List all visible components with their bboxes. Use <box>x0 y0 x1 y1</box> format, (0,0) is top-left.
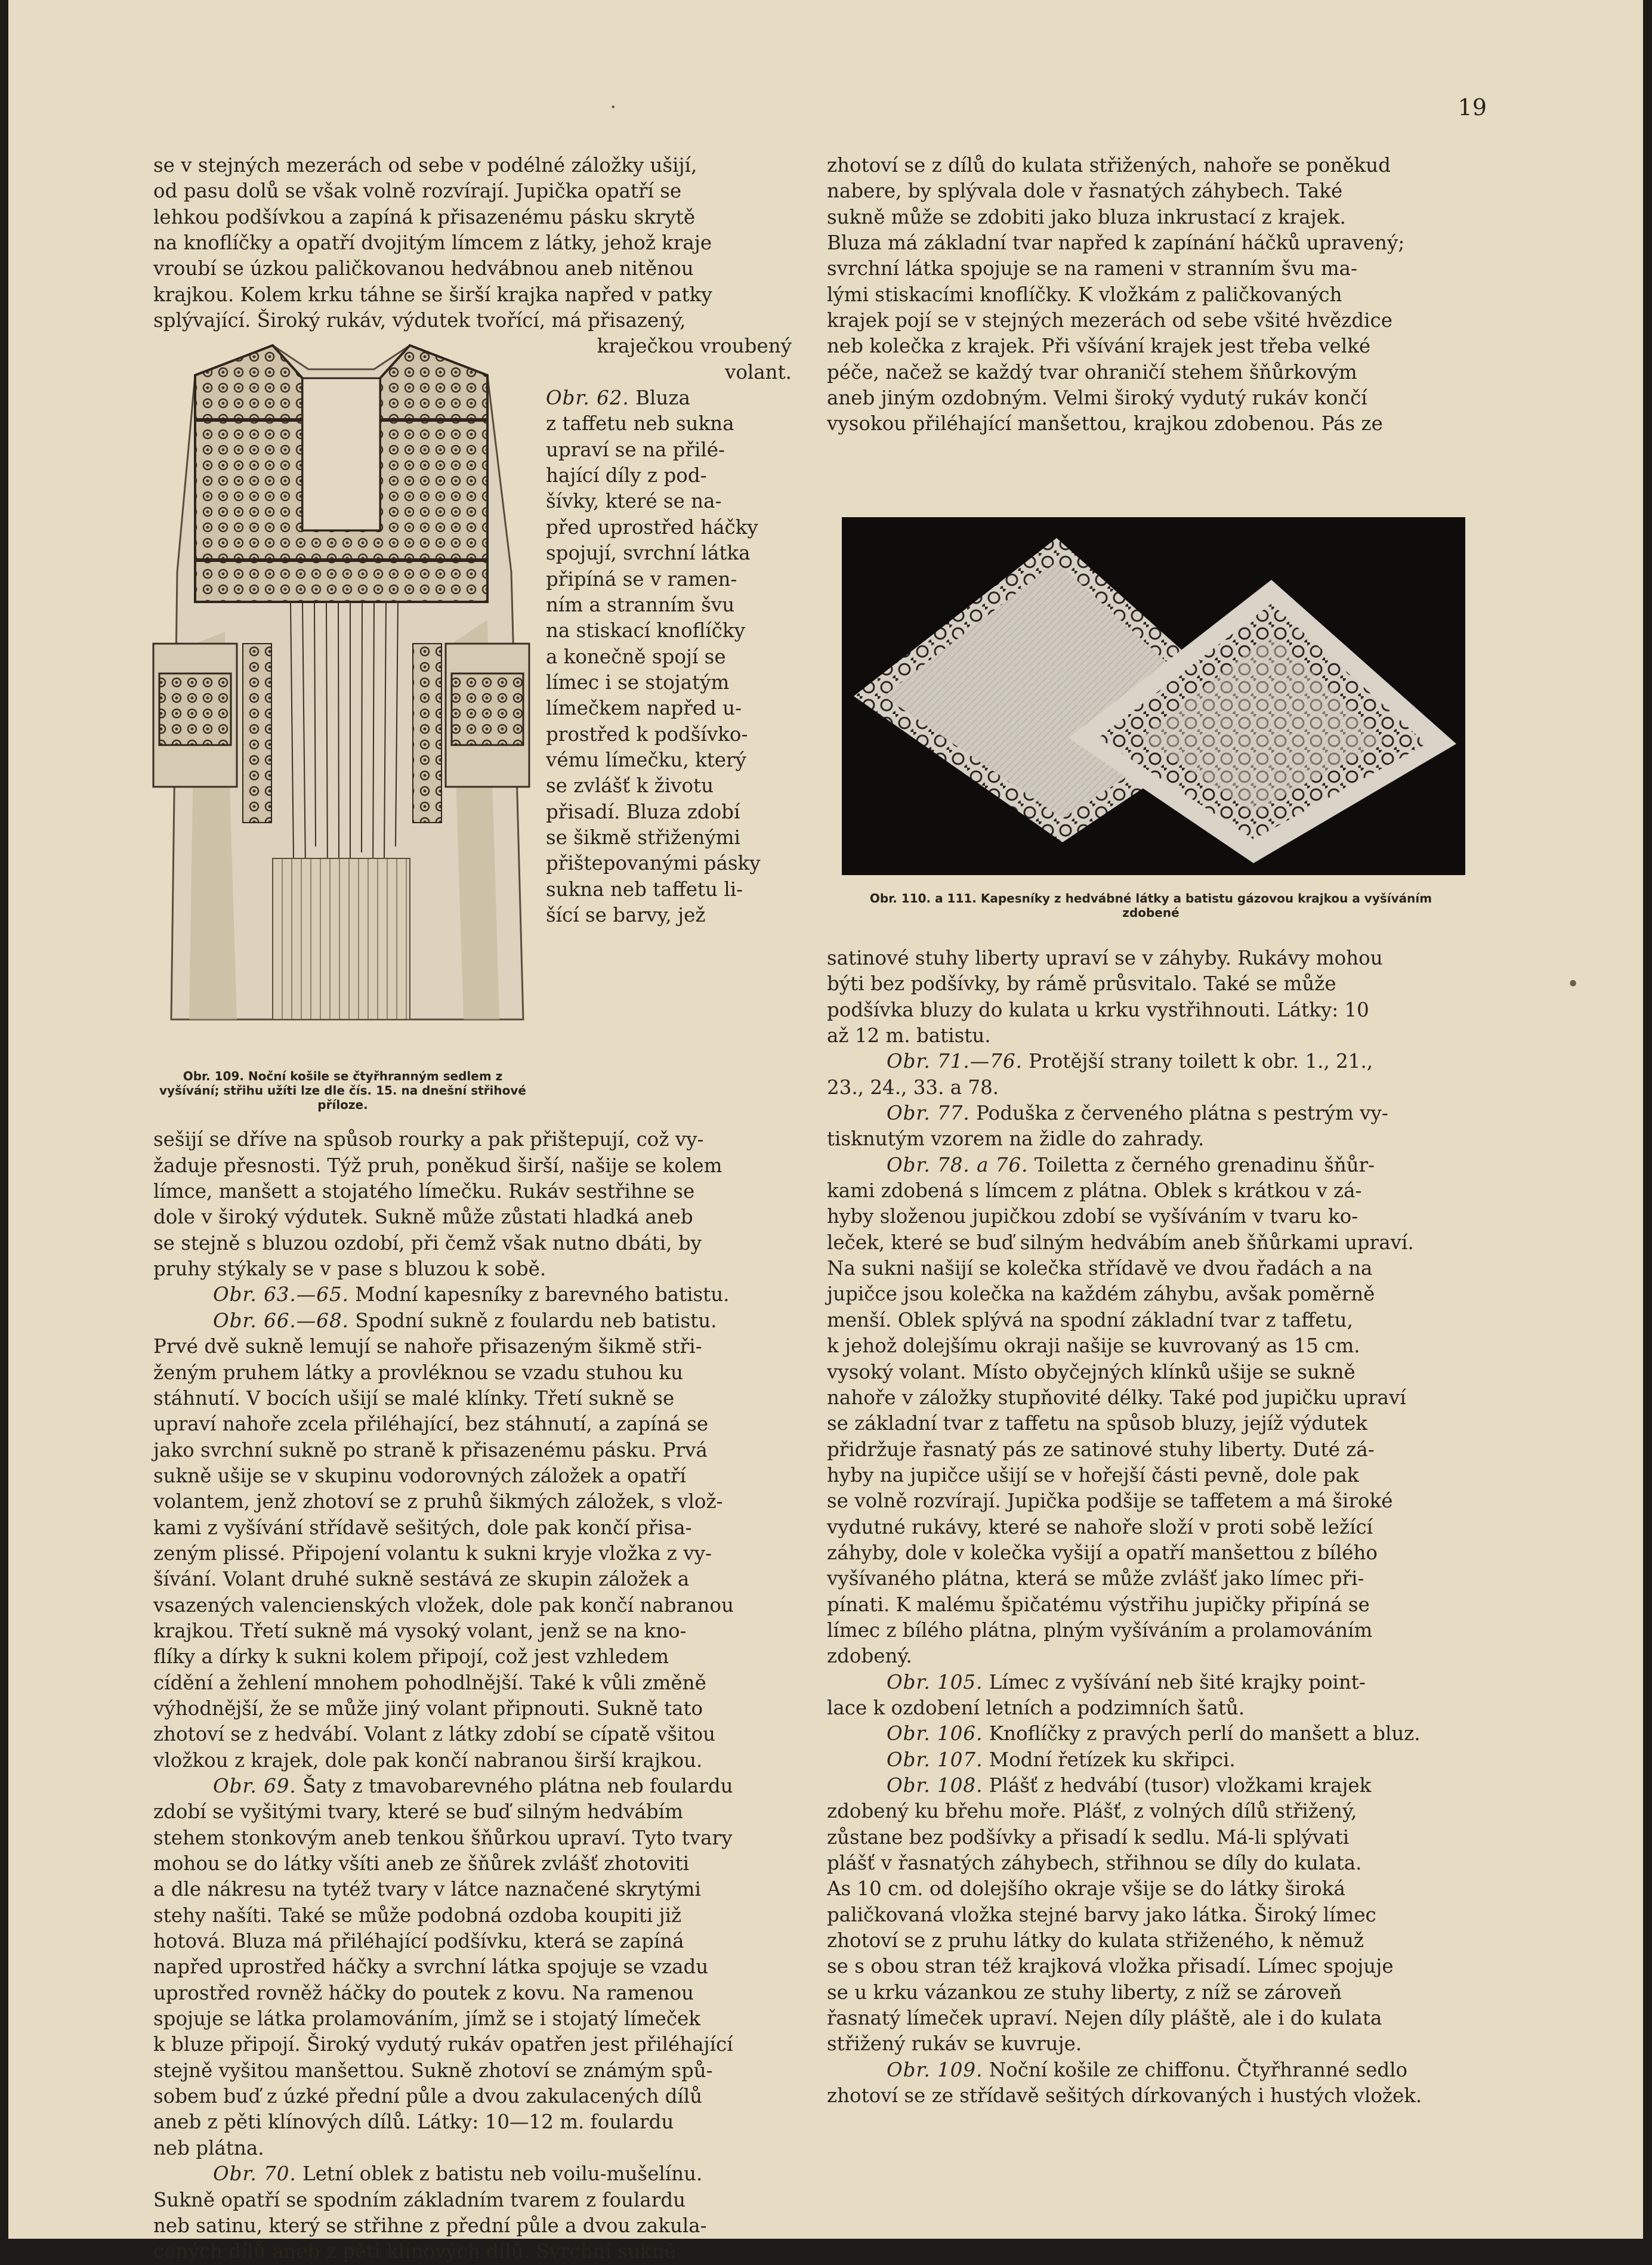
figure-reference: Obr. 69. <box>213 1775 297 1797</box>
text-line: Noční košile ze chiffonu. Čtyřhranné sedlo <box>989 2058 1408 2081</box>
figure-reference: Obr. 105. <box>887 1670 983 1694</box>
paragraph-obr-106: Obr. 106. Knoflíčky z pravých perlí do manšett a bluz. <box>887 1722 1421 1745</box>
text-line: spojují, svrchní látka <box>546 542 751 565</box>
text-line: vydutné rukávy, které se nahoře složí v proti sobě ležící <box>827 1515 1373 1538</box>
text-line: kraječkou vroubený <box>597 335 792 358</box>
text-line: k jehož dolejšímu okraji našije se kuvrovaný as 15 cm. <box>827 1334 1360 1358</box>
text-line: vému límečku, který <box>546 748 746 771</box>
text-line: tisknutým vzorem na židle do zahrady. <box>827 1127 1205 1151</box>
paragraph-obr-108 <box>827 1773 1465 2057</box>
text-line: šívání. Volant druhé sukně sestává ze skupin záložek a <box>153 1568 690 1591</box>
figure-110-111-caption: Obr. 110. a 111. Kapesníky z hedvábné látky a batistu gázovou krajkou a vyšíváním zdobené <box>869 891 1432 920</box>
text-line: se u krku vázankou ze stuhy liberty, z níž se zároveň <box>827 1980 1342 2004</box>
paragraph-obr-63: Obr. 63.—65. Modní kapesníky z barevného batistu. <box>213 1283 730 1306</box>
figure-reference: Obr. 70. <box>213 2162 297 2186</box>
figure-110-111 <box>842 517 1465 875</box>
text-line: jupičce jsou kolečka na každém záhybu, avšak poměrně <box>827 1283 1375 1306</box>
figure-109-caption: Obr. 109. Noční košile se čtyřhranným sedlem z vyšívání; střihu užíti lze dle čís. 15. na dnešní střihové příloze. <box>159 1069 526 1113</box>
text-line: satinové stuhy liberty upraví se v záhyby. Rukávy mohou <box>827 947 1383 969</box>
figure-reference: Obr. 71.—76. <box>887 1050 1023 1073</box>
text-line: límec z bílého plátna, plným vyšíváním a prolamováním <box>827 1618 1373 1642</box>
print-speck: · <box>610 95 617 120</box>
text-line: kami zdobená s límcem z plátna. Oblek s krátkou v zá- <box>827 1179 1362 1203</box>
text-line: ženým pruhem látky a provléknou se vzadu stuhou ku <box>153 1361 683 1384</box>
text-line: Spodní sukně z foulardu neb batistu. <box>355 1309 717 1332</box>
text-line: zhotoví se z pruhu látky do kulata střiženého, k němuž <box>827 1929 1364 1952</box>
text-line: a konečně spojí se <box>546 645 726 668</box>
text-line: Protější strany toilett k obr. 1., 21., <box>1029 1050 1373 1073</box>
text-line: 23., 24., 33. a 78. <box>827 1076 999 1099</box>
right-column <box>827 153 1465 437</box>
text-line: spojuje se látka prolamováním, jímž se i stojatý límeček <box>153 2007 700 2031</box>
text-line: přidržuje řasnatý pás ze satinové stuhy liberty. Duté zá- <box>827 1438 1375 1461</box>
text-line: žaduje přesnosti. Týž pruh, poněkud širší, našije se kolem <box>153 1154 722 1177</box>
text-line: mohou se do látky všíti aneb ze šňůrek zvlášť zhotoviti <box>153 1852 690 1875</box>
print-speck: • <box>1567 972 1580 997</box>
text-line: zdobí se vyšitými tvary, které se buď silným hedvábím <box>153 1800 683 1824</box>
text-line: hyby složenou jupičkou zdobí se vyšíváním v tvaru ko- <box>827 1205 1358 1228</box>
text-line: Bluza <box>635 387 690 410</box>
text-line: lehkou podšívkou a zapíná k přisazenému pásku skrytě <box>153 205 696 228</box>
text-line: hyby na jupičce ušijí se v hořejší části pevně, dole pak <box>827 1463 1359 1487</box>
text-line: Sukně opatří se spodním základním tvarem z foulardu <box>153 2188 686 2211</box>
page-number: 19 <box>1458 94 1487 120</box>
text-line: cídění a žehlení mnohem pohodlnější. Také k vůli změně <box>153 1671 706 1694</box>
text-line: na stiskací knoflíčky <box>546 619 745 642</box>
text-line: Bluza má základní tvar napřed k zapínání háčků upravený; <box>827 231 1405 255</box>
text-line: stejně vyšitou manšettou. Sukně zhotoví se známým spů- <box>153 2059 713 2082</box>
text-line: se v stejných mezerách od sebe v podélné záložky ušijí, <box>153 154 697 177</box>
text-line: jako svrchní sukně po straně k přisazenému pásku. Prvá <box>153 1438 708 1461</box>
text-line: zhotoví se ze střídavě sešitých dírkovaných i hustých vložek. <box>827 2084 1422 2108</box>
text-line: zeným plissé. Připojení volantu k sukni kryje vložka z vy- <box>153 1541 712 1565</box>
text-line: před uprostřed háčky <box>546 515 758 539</box>
text-line: býti bez podšívky, by rámě průsvitalo. Také se může <box>827 972 1336 996</box>
text-line: volantem, jenž zhotoví se z pruhů šikmých záložek, s vlož- <box>153 1490 723 1513</box>
paragraph-obr-69 <box>153 1773 792 2161</box>
figure-reference: Obr. 109. <box>887 2058 983 2081</box>
text-line: kami z vyšívání střídavě sešitých, dole pak končí přisa- <box>153 1516 692 1539</box>
text-line: uprostřed rovněž háčky do poutek z kovu. Na ramenou <box>153 1981 694 2004</box>
text-line: cených dílů aneb z pěti klínových dílů. Svrchní sukně <box>153 2240 676 2263</box>
right-column-lower <box>827 945 1465 2109</box>
text-line: vložkou z krajek, dole pak končí nabranou širší krajkou. <box>153 1748 703 1772</box>
text-line: Límec z vyšívání neb šité krajky point- <box>989 1670 1366 1694</box>
text-line: střižený rukáv se kuvruje. <box>827 2032 1082 2056</box>
text-line: volant. <box>724 360 792 384</box>
paragraph-obr-71 <box>827 1049 1465 1101</box>
text-line: zhotoví se z dílů do kulata střižených, nahoře se poněkud <box>827 154 1391 177</box>
text-line: límečkem napřed u- <box>546 697 742 720</box>
text-line: upraví se na přilé- <box>546 438 725 461</box>
text-line: aneb z pěti klínových dílů. Látky: 10—12 m. foulardu <box>153 2111 674 2134</box>
nightgown-illustration <box>153 333 529 1055</box>
text-line: krajek pojí se v stejných mezerách od sebe všité hvězdice <box>827 309 1392 332</box>
paragraph-obr-107: Obr. 107. Modní řetízek ku skřipci. <box>887 1748 1236 1771</box>
paragraph-obr-70 <box>153 2161 792 2264</box>
paragraph-obr-78 <box>827 1152 1465 1670</box>
text-line: se zvlášť k životu <box>546 774 714 798</box>
paragraph-satin <box>827 945 1465 1049</box>
text-line: límec i se stojatým <box>546 670 730 694</box>
text-line: na knoflíčky a opatří dvojitým límcem z látky, jehož kraje <box>153 231 712 255</box>
text-line: flíky a dírky k sukni kolem připojí, což jest vzhledem <box>153 1645 669 1668</box>
paragraph-continued-right <box>827 153 1465 437</box>
text-line: přisadí. Bluza zdobí <box>546 800 740 823</box>
figure-109 <box>153 333 535 1127</box>
document-page <box>8 0 1643 2263</box>
text-line: splývající. Široký rukáv, výdutek tvořící, má přisazený, <box>153 309 686 332</box>
text-line: límce, manšett a stojatého límečku. Rukáv sestřihne se <box>153 1180 695 1203</box>
text-line: připíná se v ramen- <box>546 567 737 591</box>
figure-reference: Obr. 78. a 76. <box>887 1153 1029 1176</box>
handkerchiefs-photo <box>842 517 1465 875</box>
text-line: vysoký volant. Místo obyčejných klínků ušije se sukně <box>827 1360 1355 1383</box>
text-line: šívky, které se na- <box>546 490 722 513</box>
text-line: zhotoví se z hedvábí. Volant z látky zdobí se cípatě všitou <box>153 1723 716 1746</box>
text-line: svrchní látka spojuje se na rameni v stranním švu ma- <box>827 257 1358 280</box>
text-line: se s obou stran též krajková vložka přisadí. Límec spojuje <box>827 1955 1394 1978</box>
paragraph-obr-105 <box>827 1670 1465 1722</box>
text-line: Šaty z tmavobarevného plátna neb foulardu <box>302 1775 733 1797</box>
text-line: z taffetu neb sukna <box>546 412 734 435</box>
text-line: se volně rozvírají. Jupička podšije se taffetem a má široké <box>827 1490 1393 1513</box>
text-line: Prvé dvě sukně lemují se nahoře přisazeným šikmě stři- <box>153 1335 702 1358</box>
text-line: Plášť z hedvábí (tusor) vložkami krajek <box>989 1774 1372 1797</box>
text-line: neb satinu, který se střihne z přední půle a dvou zakula- <box>153 2214 707 2237</box>
text-line: krajkou. Třetí sukně má vysoký volant, jenž se na kno- <box>153 1619 687 1642</box>
left-column <box>153 153 792 2265</box>
text-line: k bluze připojí. Široký vydutý rukáv opatřen jest přiléhající <box>153 2033 733 2056</box>
figure-reference: Obr. 62. <box>546 387 629 410</box>
text-line: napřed uprostřed háčky a svrchní látka spojuje se vzadu <box>153 1955 709 1979</box>
text-line: neb kolečka z krajek. Při všívání krajek jest třeba velké <box>827 335 1371 358</box>
text-line: Poduška z červeného plátna s pestrým vy- <box>976 1102 1388 1125</box>
text-line: stehem stonkovým aneb tenkou šňůrkou upraví. Tyto tvary <box>153 1826 733 1849</box>
text-line: výhodnější, že se může jiný volant připnouti. Sukně tato <box>153 1697 703 1720</box>
text-line: zdobený. <box>827 1645 912 1668</box>
text-line: vysokou přiléhající manšettou, krajkou zdobenou. Pás ze <box>827 412 1383 435</box>
text-line: leček, které se buď silným hedvábím aneb šňůrkami upraví. <box>827 1231 1414 1254</box>
text-line: sukně ušije se v skupinu vodorovných záložek a opatří <box>153 1464 686 1487</box>
text-line: vroubí se úzkou paličkovanou hedvábnou aneb nitěnou <box>153 257 694 280</box>
text-line: paličkovaná vložka stejné barvy jako látka. Široký límec <box>827 1903 1376 1926</box>
text-line: sukna neb taffetu li- <box>546 877 743 901</box>
text-line: lace k ozdobení letních a podzimních šatů. <box>827 1696 1245 1719</box>
text-line: prostřed k podšívko- <box>546 722 748 746</box>
paragraph-obr-77 <box>827 1101 1465 1152</box>
paragraph-intro <box>153 153 792 333</box>
text-line: zůstane bez podšívky a přisadí k sedlu. Má-li splývati <box>827 1825 1350 1849</box>
text-line: lými stiskacími knoflíčky. K vložkám z paličkovaných <box>827 283 1342 306</box>
text-line: od pasu dolů se však volně rozvírají. Jupička opatří se <box>153 180 682 203</box>
text-line: vsazených valencienských vložek, dole pak končí nabranou <box>153 1593 734 1617</box>
figure-reference: Obr. 77. <box>887 1102 970 1125</box>
text-line: neb plátna. <box>153 2136 264 2159</box>
text-line: dole v široký výdutek. Sukně může zůstati hladká aneb <box>153 1206 693 1229</box>
text-line: záhyby, dole v kolečka vyšijí a opatří manšettou z bílého <box>827 1541 1378 1564</box>
text-line: nahoře v záložky stupňovité délky. Také pod jupičku upraví <box>827 1386 1406 1409</box>
text-line: péče, načež se každý tvar ohraničí stehem šňůrkovým <box>827 360 1357 384</box>
text-line: pruhy stýkaly se v pase s bluzou k sobě. <box>153 1257 546 1281</box>
text-line: se základní tvar z taffetu na spůsob bluzy, jejíž výdutek <box>827 1412 1367 1435</box>
text-line: upraví nahoře zcela přiléhající, bez stáhnutí, a zapíná se <box>153 1413 709 1436</box>
text-line: As 10 cm. od dolejšího okraje všije se do látky široká <box>827 1877 1345 1901</box>
text-line: až 12 m. batistu. <box>827 1024 991 1047</box>
text-line: přištepovanými pásky <box>546 852 761 875</box>
text-line: aneb jiným ozdobným. Velmi široký vydutý rukáv končí <box>827 387 1367 410</box>
text-line: sobem buď z úzké přední půle a dvou zakulacených dílů <box>153 2085 703 2108</box>
text-line: plášť v řasnatých záhybech, střihnou se díly do kulata. <box>827 1852 1362 1875</box>
paragraph-obr-66 <box>153 1308 792 1773</box>
text-line: nabere, by splývala dole v řasnatých záhybech. Také <box>827 180 1343 203</box>
text-line: a dle nákresu na tytéž tvary v látce naznačené skrytými <box>153 1878 701 1901</box>
text-line: hající díly z pod- <box>546 464 707 487</box>
text-line: Letní oblek z batistu neb voilu-mušelínu. <box>302 2162 703 2186</box>
text-line: se stejně s bluzou ozdobí, při čemž však nutno dbáti, by <box>153 1231 702 1254</box>
text-line: pínati. K malému špičatému výstřihu jupičky připíná se <box>827 1593 1370 1616</box>
text-line: menší. Oblek splývá na spodní základní tvar z taffetu, <box>827 1308 1353 1331</box>
text-line: podšívka bluzy do kulata u krku vystřihnouti. Látky: 10 <box>827 998 1369 1021</box>
text-line: řasnatý límeček upraví. Nejen díly pláště, ale i do kulata <box>827 2007 1382 2030</box>
text-line: krajkou. Kolem krku táhne se širší krajka napřed v patky <box>153 283 712 306</box>
text-line: ním a stranním švu <box>546 593 735 616</box>
figure-reference: Obr. 108. <box>887 1774 983 1797</box>
text-line: se šikmě střiženými <box>546 826 740 849</box>
text-line: Toiletta z černého grenadinu šňůr- <box>1034 1153 1375 1176</box>
text-line: vyšívaného plátna, která se může zvlášť jako límec při- <box>827 1567 1364 1590</box>
text-line: stáhnutí. V bocích ušijí se malé klínky. Třetí sukně se <box>153 1386 675 1410</box>
text-line: sešijí se dříve na spůsob rourky a pak přištepují, což vy- <box>153 1128 704 1151</box>
figure-reference: Obr. 66.—68. <box>213 1309 349 1332</box>
paragraph-obr-109 <box>827 2057 1465 2109</box>
text-line: Na sukni našijí se kolečka střídavě ve dvou řadách a na <box>827 1257 1373 1280</box>
text-line: sukně může se zdobiti jako bluza inkrustací z krajek. <box>827 205 1346 228</box>
text-line: hotová. Bluza má přiléhající podšívku, která se zapíná <box>153 1930 684 1953</box>
text-line: zdobený ku břehu moře. Plášť, z volných dílů střižený, <box>827 1800 1357 1823</box>
text-line: stehy našíti. Také se může podobná ozdoba koupiti již <box>153 1904 682 1927</box>
text-line: šící se barvy, jež <box>546 903 706 926</box>
paragraph-continued <box>153 1127 792 1282</box>
